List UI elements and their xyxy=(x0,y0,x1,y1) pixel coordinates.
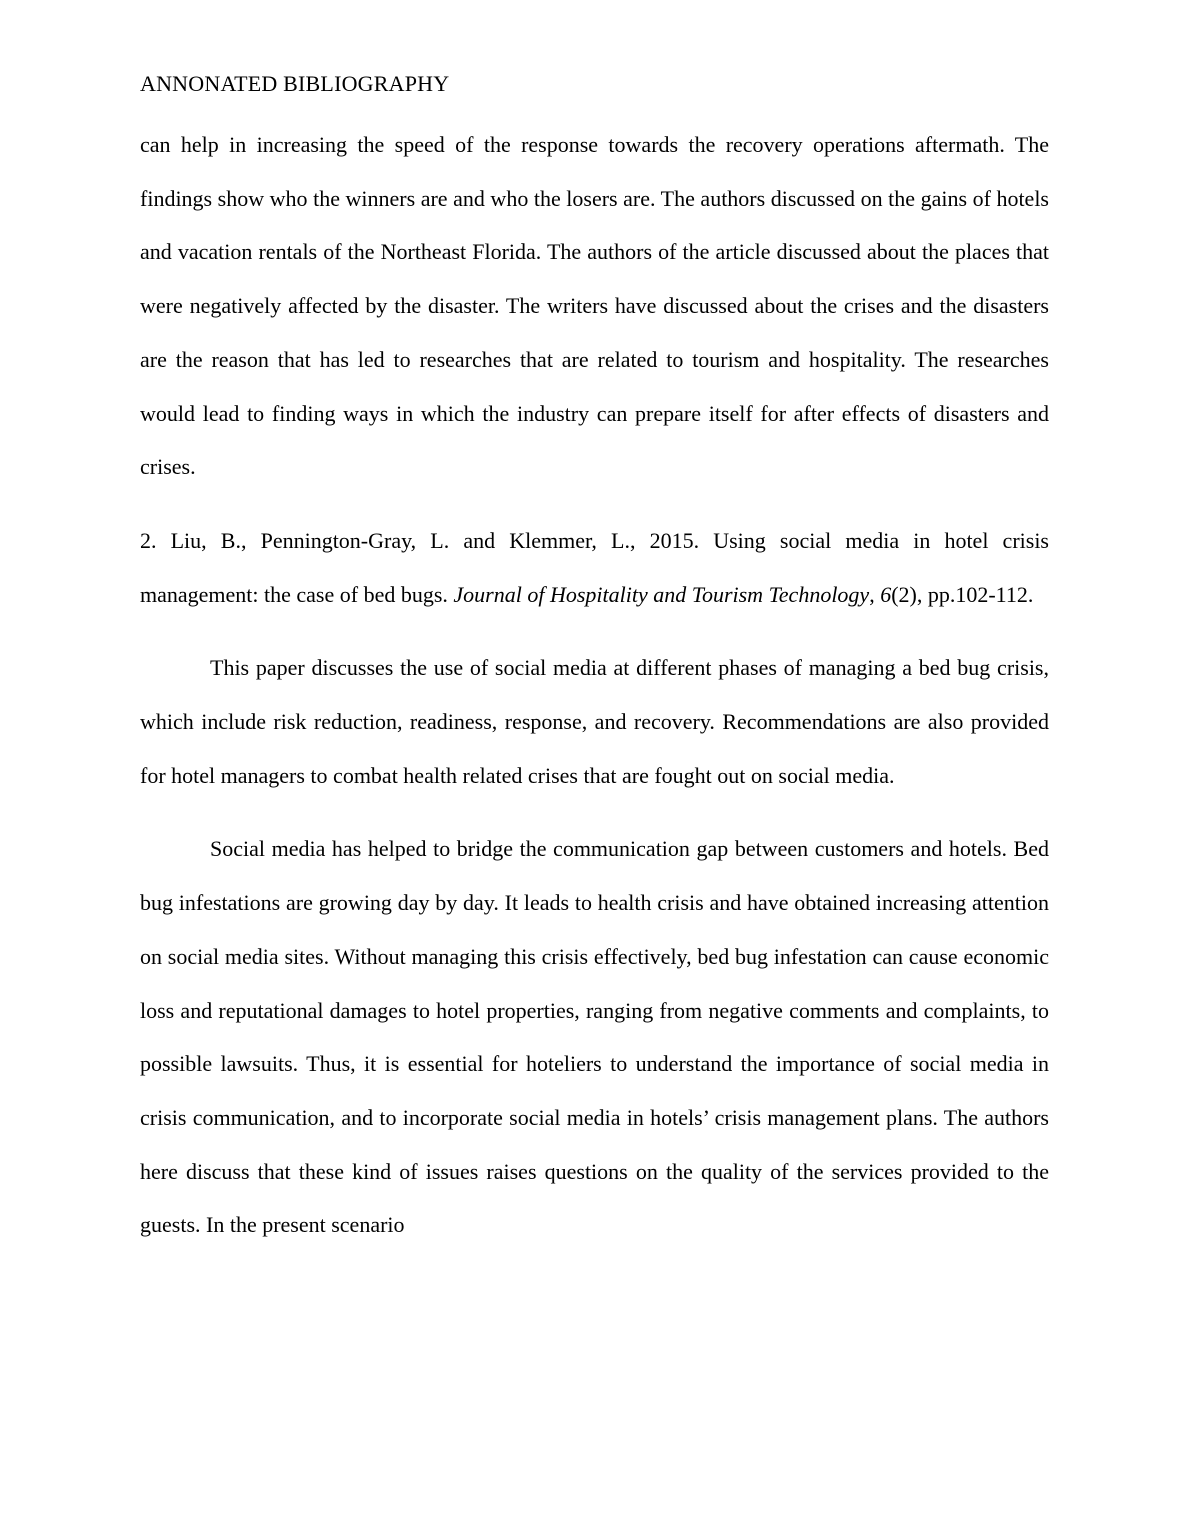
citation-separator: , xyxy=(869,581,881,607)
paragraph-gap xyxy=(140,494,1049,514)
citation-tail: (2), pp.102-112. xyxy=(891,581,1034,607)
citation-journal: Journal of Hospitality and Tourism Technology xyxy=(453,581,870,607)
running-head: ANNONATED BIBLIOGRAPHY xyxy=(140,71,450,96)
document-page xyxy=(140,66,1049,1252)
citation-volume: 6 xyxy=(880,581,892,607)
paragraph-gap xyxy=(140,621,1049,641)
citation-entry xyxy=(140,514,1049,621)
paragraph-continuation: can help in increasing the speed of the response towards the recovery operations aftermath. The findings show who the winners are and who the losers are. The authors discussed on the gains of hotels and vacation rentals of the Northeast Florida. The authors of the article discussed about the places that were negatively affected by the disaster. The writers have discussed about the crises and the disasters are the reason that has led to researches that are related to tourism and hospitality. The researches would lead to finding ways in which the industry can prepare itself for after effects of disasters and crises. xyxy=(140,132,1049,480)
citation-lead: 2. Liu, B., Pennington-Gray, L. and Klemmer, L., 2015. Using social media in hotel crisis management: the case of bed bugs. xyxy=(140,527,1049,607)
paragraph-summary: This paper discusses the use of social media at different phases of managing a bed bug crisis, which include risk reduction, readiness, response, and recovery. Recommendations are also provided for hotel managers to combat health related crises that are fought out on social media. xyxy=(140,655,1049,788)
paragraph-discussion: Social media has helped to bridge the communication gap between customers and hotels. Bed bug infestations are growing day by day. It leads to health crisis and have obtained increasing attention on social media sites. Without managing this crisis effectively, bed bug infestation can cause economic loss and reputational damages to hotel properties, ranging from negative comments and complaints, to possible lawsuits. Thus, it is essential for hoteliers to understand the importance of social media in crisis communication, and to incorporate social media in hotels’ crisis management plans. The authors here discuss that these kind of issues raises questions on the quality of the services provided to the guests. In the present scenario xyxy=(140,836,1049,1238)
paragraph-gap xyxy=(140,802,1049,822)
